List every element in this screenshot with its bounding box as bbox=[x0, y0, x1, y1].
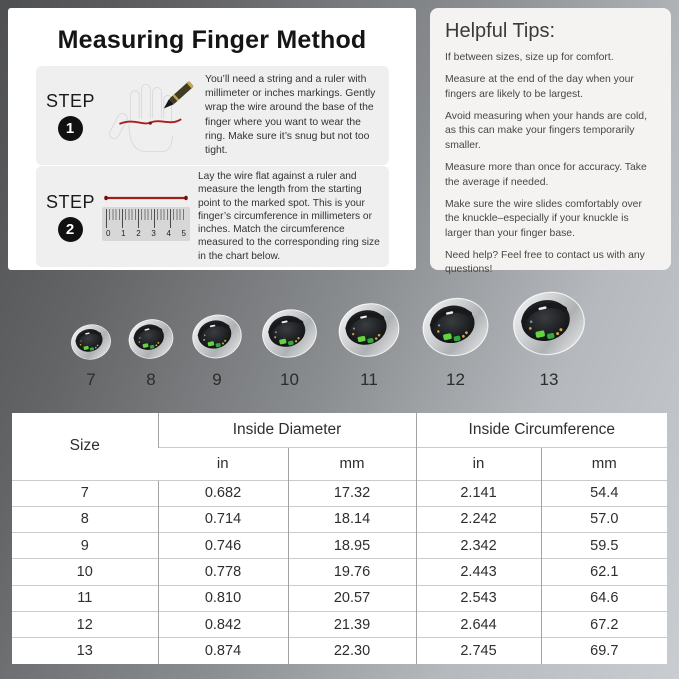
smart-ring-image bbox=[255, 302, 324, 365]
ruler-number: 5 bbox=[181, 229, 186, 238]
cell-circumference-in: 2.644 bbox=[416, 611, 541, 637]
ring-figure bbox=[414, 289, 497, 390]
step-2-box bbox=[36, 166, 389, 267]
cell-diameter-in: 0.810 bbox=[158, 585, 288, 611]
cell-circumference-mm: 62.1 bbox=[541, 559, 667, 585]
ring-size-lineup bbox=[66, 278, 594, 390]
ring-size-label: 13 bbox=[539, 370, 559, 389]
ruler-number: 2 bbox=[136, 229, 141, 238]
tips-title: Helpful Tips: bbox=[445, 20, 556, 42]
smart-ring-image bbox=[331, 295, 407, 365]
table-row bbox=[12, 559, 667, 585]
table-header-inside-diameter: Inside Diameter bbox=[158, 413, 416, 447]
ring-size-label: 10 bbox=[280, 370, 299, 389]
tip-item: Measure more than once for accuracy. Take the average if needed. bbox=[445, 162, 647, 188]
ring-size-table bbox=[12, 413, 667, 664]
hand-measure-illustration bbox=[102, 72, 197, 160]
cell-circumference-in: 2.745 bbox=[416, 638, 541, 664]
ring-figure bbox=[255, 302, 324, 390]
step-1-box bbox=[36, 66, 389, 165]
step-1-label: STEP bbox=[46, 90, 96, 111]
cell-circumference-in: 2.342 bbox=[416, 533, 541, 559]
cell-diameter-in: 0.874 bbox=[158, 638, 288, 664]
table-row bbox=[12, 585, 667, 611]
cell-circumference-mm: 67.2 bbox=[541, 611, 667, 637]
table-header-diameter-mm: mm bbox=[288, 447, 416, 480]
table-header-size: Size bbox=[69, 437, 100, 455]
cell-size: 11 bbox=[12, 585, 158, 611]
smart-ring-image bbox=[186, 308, 248, 365]
cell-size: 7 bbox=[12, 480, 158, 506]
tip-item: Need help? Feel free to contact us with any questions! bbox=[445, 249, 645, 276]
cell-size: 10 bbox=[12, 559, 158, 585]
cell-diameter-in: 0.778 bbox=[158, 559, 288, 585]
ring-figure bbox=[331, 295, 407, 390]
cell-circumference-mm: 59.5 bbox=[541, 533, 667, 559]
cell-size: 12 bbox=[12, 611, 158, 637]
table-row bbox=[12, 638, 667, 664]
table-header-inside-circumference: Inside Circumference bbox=[416, 413, 667, 447]
ruler-graphic bbox=[102, 207, 190, 241]
helpful-tips-card bbox=[430, 8, 671, 276]
cell-diameter-mm: 21.39 bbox=[288, 611, 416, 637]
ring-size-label: 9 bbox=[212, 370, 222, 389]
step-1-text: You’ll need a string and a ruler with millimeter or inches markings. Gently wrap the wire around the base of the finger where you want to wear the ring. Make sure it’s snug but not too tight. bbox=[205, 74, 376, 156]
smart-ring-image bbox=[66, 319, 116, 365]
table-row bbox=[12, 506, 667, 532]
ring-figure bbox=[186, 308, 248, 390]
cell-circumference-in: 2.141 bbox=[416, 480, 541, 506]
ring-figure bbox=[66, 319, 116, 390]
table-header-diameter-in: in bbox=[158, 447, 288, 480]
ring-figure bbox=[123, 313, 179, 390]
table-header-circumference-mm: mm bbox=[541, 447, 667, 480]
smart-ring-image bbox=[504, 282, 594, 365]
ruler-illustration bbox=[102, 192, 190, 241]
cell-circumference-in: 2.242 bbox=[416, 506, 541, 532]
cell-diameter-mm: 20.57 bbox=[288, 585, 416, 611]
cell-size: 8 bbox=[12, 506, 158, 532]
ring-size-label: 7 bbox=[86, 370, 96, 389]
cell-diameter-mm: 22.30 bbox=[288, 638, 416, 664]
cell-circumference-mm: 69.7 bbox=[541, 638, 667, 664]
cell-diameter-in: 0.682 bbox=[158, 480, 288, 506]
method-title: Measuring Finger Method bbox=[57, 26, 367, 54]
cell-size: 13 bbox=[12, 638, 158, 664]
cell-diameter-mm: 17.32 bbox=[288, 480, 416, 506]
cell-size: 9 bbox=[12, 533, 158, 559]
smart-ring-image bbox=[414, 289, 497, 365]
step-2-header bbox=[46, 192, 94, 242]
table-row bbox=[12, 480, 667, 506]
ruler-number: 0 bbox=[106, 229, 111, 238]
ruler-number: 4 bbox=[166, 229, 171, 238]
cell-circumference-in: 2.543 bbox=[416, 585, 541, 611]
cell-diameter-mm: 19.76 bbox=[288, 559, 416, 585]
tip-item: If between sizes, size up for comfort. bbox=[445, 52, 614, 63]
tip-item: Measure at the end of the day when your fingers are likely to be largest. bbox=[445, 74, 634, 100]
step-1-number-badge: 1 bbox=[58, 116, 83, 141]
cell-diameter-in: 0.714 bbox=[158, 506, 288, 532]
tip-item: Avoid measuring when your hands are cold, as this can make your fingers temporarily smaller. bbox=[445, 111, 647, 151]
cell-diameter-in: 0.842 bbox=[158, 611, 288, 637]
step-2-text: Lay the wire flat against a ruler and measure the length from the starting point to the marked spot. This is your finger’s circumference in millimeters or inches. Match the circumference measured to the corresponding ring size in the chart below. bbox=[198, 171, 380, 262]
measuring-method-card bbox=[8, 8, 416, 270]
cell-circumference-mm: 64.6 bbox=[541, 585, 667, 611]
step-1-header bbox=[46, 91, 94, 141]
cell-diameter-in: 0.746 bbox=[158, 533, 288, 559]
step-2-number-badge: 2 bbox=[58, 217, 83, 242]
step-2-label: STEP bbox=[46, 191, 96, 212]
ruler-number: 3 bbox=[151, 229, 156, 238]
cell-circumference-mm: 54.4 bbox=[541, 480, 667, 506]
table-row bbox=[12, 533, 667, 559]
smart-ring-image bbox=[123, 313, 179, 365]
cell-diameter-mm: 18.14 bbox=[288, 506, 416, 532]
ruler-tick-marks bbox=[106, 209, 186, 228]
ruler-numbers bbox=[106, 229, 186, 238]
table-header-circumference-in: in bbox=[416, 447, 541, 480]
ring-size-label: 11 bbox=[360, 370, 378, 389]
ring-figure bbox=[504, 282, 594, 390]
cell-diameter-mm: 18.95 bbox=[288, 533, 416, 559]
tip-item: Make sure the wire slides comfortably over the knuckle–especially if your knuckle is larger than your finger base. bbox=[445, 198, 642, 239]
ruler-number: 1 bbox=[121, 229, 126, 238]
cell-circumference-in: 2.443 bbox=[416, 559, 541, 585]
wire-line-graphic bbox=[102, 192, 190, 204]
cell-circumference-mm: 57.0 bbox=[541, 506, 667, 532]
table-row bbox=[12, 611, 667, 637]
ring-size-label: 8 bbox=[146, 370, 156, 389]
ring-size-label: 12 bbox=[446, 370, 465, 389]
